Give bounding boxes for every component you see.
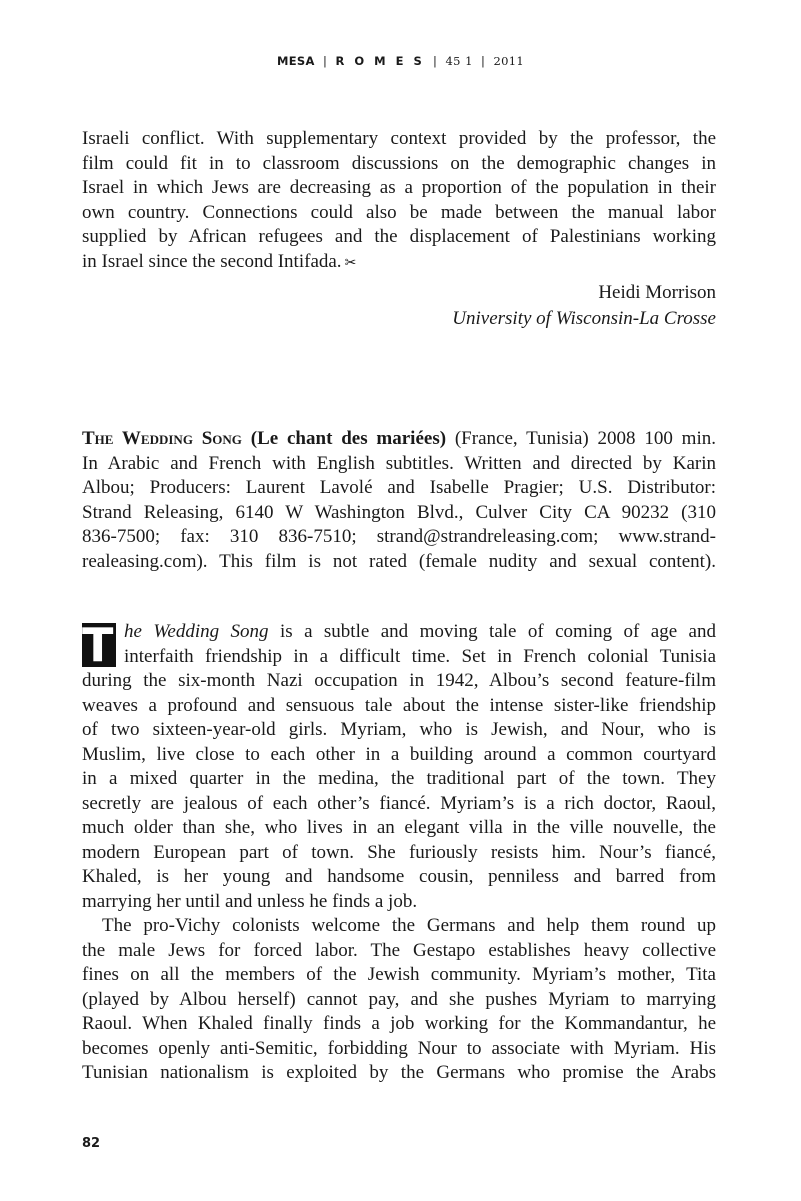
- separator: |: [433, 54, 438, 68]
- author-affiliation: University of Wisconsin-La Crosse: [452, 308, 716, 329]
- end-mark-icon: ✂: [344, 255, 357, 271]
- text-line-content: is a subtle and moving tale of coming of age and: [268, 621, 716, 642]
- text-line: modern European part of town. She furiously resists him. Nour’s fiancé,: [82, 841, 716, 863]
- text-line: Israeli conflict. With supplementary context provided by the professor, the: [82, 128, 716, 149]
- film-info: [82, 427, 716, 574]
- text-line: Strand Releasing, 6140 W Washington Blvd., Culver City CA 90232 (310: [82, 501, 716, 523]
- text-line: Khaled, is her young and handsome cousin, penniless and barred from: [82, 866, 716, 887]
- text-line: interfaith friendship in a difficult time. Set in French colonial Tunisia: [124, 645, 716, 667]
- review-body: [82, 620, 716, 1086]
- film-title-italic: he Wedding Song: [124, 621, 269, 642]
- text-line: Albou; Producers: Laurent Lavolé and Isabelle Pragier; U.S. Distributor:: [82, 477, 716, 498]
- text-line: the male Jews for forced labor. The Gestapo establishes heavy collective: [82, 939, 716, 961]
- text-line: [82, 250, 716, 277]
- journal-name: MESA: [277, 54, 315, 68]
- text-line: (played by Albou herself) cannot pay, and she pushes Myriam to marrying: [82, 988, 716, 1010]
- text-line: Muslim, live close to each other in a building around a common courtyard: [82, 743, 716, 765]
- text-line: 836-7500; fax: 310 836-7510; strand@strandreleasing.com; www.strand-: [82, 526, 716, 547]
- text-line: of two sixteen-year-old girls. Myriam, who is Jewish, and Nour, who is: [82, 719, 716, 740]
- text-line: The pro-Vichy colonists welcome the Germans and help them round up: [102, 915, 716, 936]
- drop-cap: T: [82, 623, 116, 667]
- text-line: secretly are jealous of each other’s fiancé. Myriam’s is a rich doctor, Raoul,: [82, 792, 716, 814]
- year: 2011: [493, 54, 524, 68]
- film-title-line: [82, 427, 716, 452]
- paragraph-2: [82, 914, 716, 1086]
- separator: |: [481, 54, 486, 68]
- journal-subtitle: R O M E S: [335, 54, 425, 68]
- text-line: Tunisian nationalism is exploited by the Germans who promise the Arabs: [82, 1062, 716, 1083]
- separator: |: [323, 54, 328, 68]
- text-line: own country. Connections could also be made between the manual labor: [82, 201, 716, 223]
- review-signature: [452, 280, 716, 332]
- text-line: weaves a profound and sensuous tale about the intense sister-like friendship: [82, 694, 716, 716]
- text-line: fines on all the members of the Jewish community. Myriam’s mother, Tita: [82, 964, 716, 985]
- film-original-title: (Le chant des mariées): [250, 428, 447, 449]
- volume: 45: [445, 54, 461, 68]
- issue: 1: [465, 54, 473, 68]
- text-line: Raoul. When Khaled finally finds a job working for the Kommandantur, he: [82, 1013, 716, 1034]
- running-head: [0, 54, 801, 68]
- text-line: realeasing.com). This film is not rated (female nudity and sexual content).: [82, 550, 716, 572]
- text-line: [82, 620, 716, 645]
- text-line: film could fit in to classroom discussions on the demographic changes in: [82, 152, 716, 174]
- text-line: much older than she, who lives in an elegant villa in the ville nouvelle, the: [82, 817, 716, 838]
- page-number: 82: [82, 1136, 101, 1151]
- text-line: supplied by African refugees and the displacement of Palestinians working: [82, 226, 716, 247]
- text-line: In Arabic and French with English subtitles. Written and directed by Karin: [82, 452, 716, 474]
- film-details: (France, Tunisia) 2008 100 min.: [446, 428, 716, 449]
- text-line: becomes openly anti-Semitic, forbidding Nour to associate with Myriam. His: [82, 1037, 716, 1059]
- text-line: during the six-month Nazi occupation in 1942, Albou’s second feature-film: [82, 670, 716, 691]
- text-line: marrying her until and unless he finds a job.: [82, 890, 418, 912]
- film-title: The Wedding Song: [82, 428, 242, 449]
- previous-review-ending: [82, 127, 716, 276]
- text-line-content: in Israel since the second Intifada.: [82, 250, 342, 272]
- author-name: Heidi Morrison: [598, 282, 716, 303]
- text-line: Israel in which Jews are decreasing as a proportion of the population in their: [82, 177, 716, 198]
- paragraph-1: [82, 620, 716, 914]
- text-line: in a mixed quarter in the medina, the traditional part of the town. They: [82, 768, 716, 789]
